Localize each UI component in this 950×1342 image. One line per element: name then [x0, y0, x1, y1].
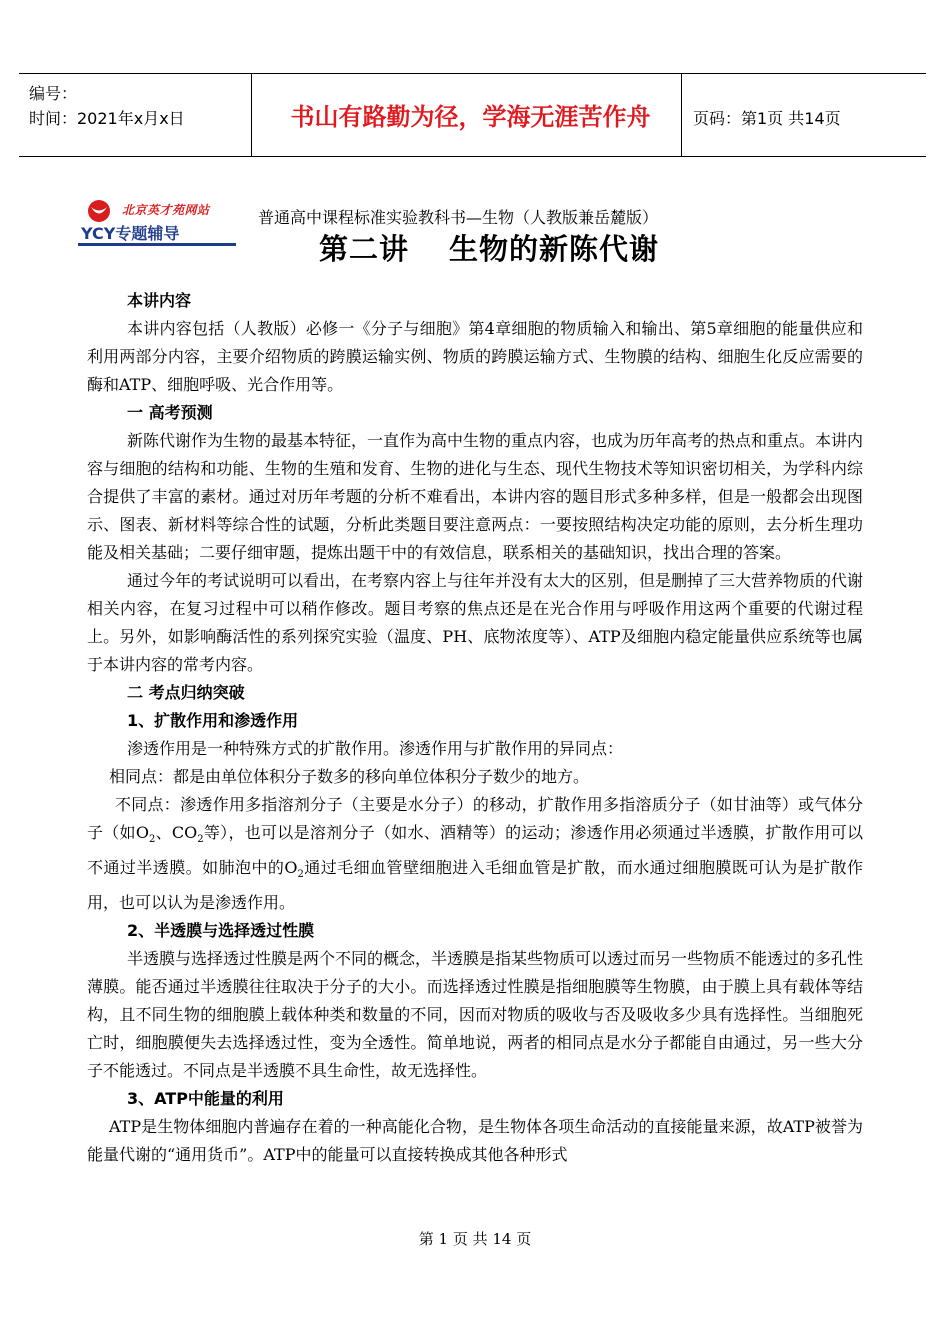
text-run: 等），也可以是溶剂分子（如水、酒精等）的运动；渗透作用必须通过半透膜，扩散作用可以不通过半透膜。如肺泡中的O [87, 823, 863, 878]
logo-en-text: YCY专题辅导 [81, 224, 180, 243]
text-run: 通过毛细血管壁细胞进入毛细血管是扩散，而水通过细胞膜既可认为是扩散作用，也可以认为是渗透作用。 [87, 858, 863, 913]
subscript: 2 [297, 869, 304, 881]
doc-title [319, 227, 659, 268]
subsection-heading: 1、扩散作用和渗透作用 [127, 711, 299, 730]
header-table [19, 73, 926, 157]
page-footer: 第 1 页 共 14 页 [418, 1230, 532, 1248]
section-heading: 一 高考预测 [127, 403, 213, 422]
paragraph [87, 791, 863, 917]
document-body [87, 287, 863, 1169]
text-run: 、CO [155, 823, 198, 842]
header-bottom-border [19, 156, 926, 157]
header-meta [29, 81, 185, 131]
logo [78, 197, 238, 249]
header-page-info: 页码：第1页 共14页 [693, 109, 841, 128]
paragraph: 通过今年的考试说明可以看出，在考察内容上与往年并没有太大的区别，但是删掉了三大营养物质的代谢相关内容，在复习过程中可以稍作修改。题目考察的焦点还是在光合作用与呼吸作用这两个重要的代谢过程上。另外，如影响酶活性的系列探究实验（温度、PH、底物浓度等）、ATP及细胞内稳定能量供应系统等也属于本讲内容的常考内容。 [87, 571, 864, 674]
section-heading: 二 考点归纳突破 [127, 683, 245, 702]
paragraph: 新陈代谢作为生物的最基本特征，一直作为高中生物的重点内容，也成为历年高考的热点和重点。本讲内容与细胞的结构和功能、生物的生殖和发育、生物的进化与生态、现代生物技术等知识密切相关，为学科内综合提供了丰富的素材。通过对历年考题的分析不难看出，本讲内容的题目形式多种多样，但是一般都会出现图示、图表、新材料等综合性的试题，分析此类题目要注意两点：一要按照结构决定功能的原则，去分析生理功能及相关基础；二要仔细审题，提炼出题干中的有效信息，联系相关的基础知识，找出合理的答案。 [87, 431, 864, 562]
doc-subtitle: 普通高中课程标准实验教科书—生物（人教版兼岳麓版） [258, 208, 659, 227]
paragraph: 相同点：都是由单位体积分子数多的移向单位体积分子数少的地方。 [109, 767, 590, 786]
logo-cn-text: 北京英才苑网站 [122, 203, 210, 217]
header-top-border [19, 73, 926, 74]
paragraph: 半透膜与选择透过性膜是两个不同的概念，半透膜是指某些物质可以透过而另一些物质不能透过的多孔性薄膜。能否通过半透膜往往取决于分子的大小。而选择透过性膜是指细胞膜等生物膜，由于膜上具有载体等结构，且不同生物的细胞膜上载体种类和数量的不同，因而对物质的吸收与否及吸收多少具有选择性。当细胞死亡时，细胞膜便失去选择透过性，变为全透性。简单地说，两者的相同点是水分子都能自由通过，另一些大分子不能透过。不同点是半透膜不具生命性，故无选择性。 [87, 949, 864, 1081]
paragraph: ATP是生物体细胞内普遍存在着的一种高能化合物，是生物体各项生命活动的直接能量来源，故ATP被誉为能量代谢的“通用货币”。ATP中的能量可以直接转换成其他各种形式 [87, 1117, 863, 1165]
number-label: 编号： [29, 84, 78, 103]
header-motto: 书山有路勤为径，学海无涯苦作舟 [290, 103, 651, 131]
time-label: 时间：2021年x月x日 [29, 109, 185, 128]
subsection-heading: 2、半透膜与选择透过性膜 [127, 921, 315, 941]
paragraph: 本讲内容包括（人教版）必修一《分子与细胞》第4章细胞的物质输入和输出、第5章细胞的能量供应和利用两部分内容，主要介绍物质的跨膜运输实例、物质的跨膜运输方式、生物膜的结构、细胞生化反应需要的酶和ATP、细胞呼吸、光合作用等。 [87, 319, 863, 394]
subsection-heading: 3、ATP中能量的利用 [127, 1089, 284, 1109]
subscript: 2 [148, 834, 156, 846]
paragraph: 渗透作用是一种特殊方式的扩散作用。渗透作用与扩散作用的异同点： [127, 739, 624, 758]
title-lecture: 第二讲 [319, 232, 410, 266]
subscript: 2 [197, 834, 204, 846]
logo-underline [78, 243, 236, 246]
title-topic: 生物的新陈代谢 [449, 232, 660, 266]
section-heading: 本讲内容 [127, 291, 192, 310]
text-run: 不同点：渗透作用多指溶剂分子（主要是水分子）的移动，扩散作用多指溶质分子（如甘油等）或气体分子（如O [87, 795, 863, 842]
